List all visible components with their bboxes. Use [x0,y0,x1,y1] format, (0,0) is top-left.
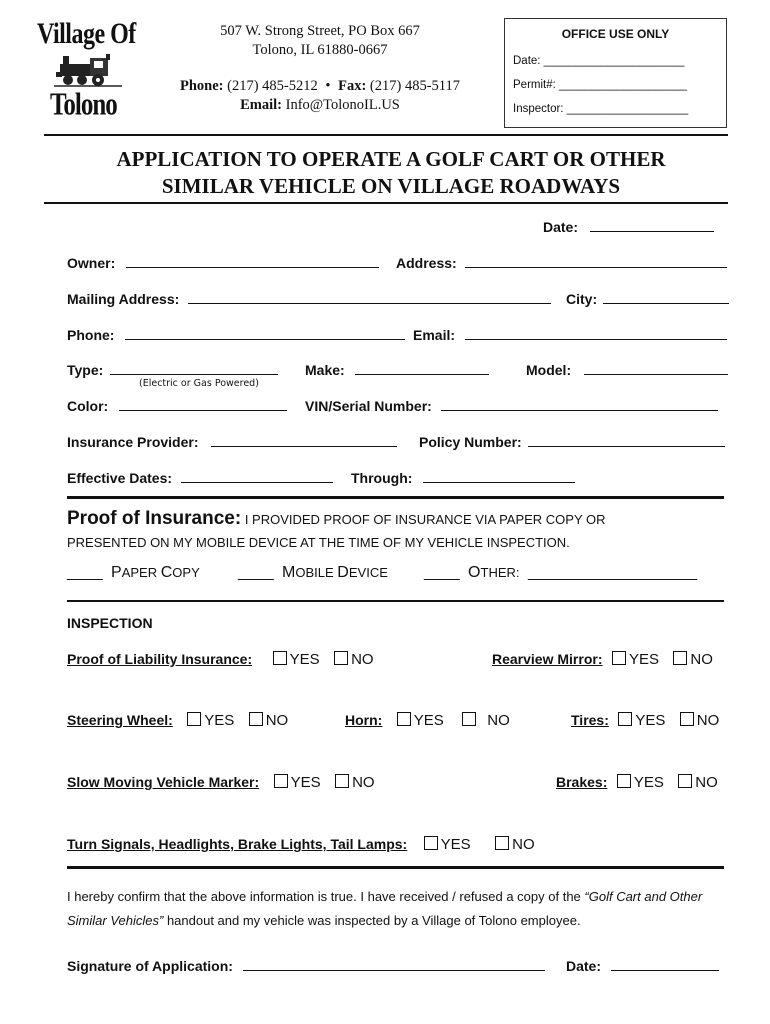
other-cap: O [468,564,481,581]
slow-vehicle-no-label: NO [352,774,375,791]
steering-no-checkbox[interactable] [249,712,263,726]
model-field[interactable] [526,360,728,380]
mobile-device-rest2: EVICE [348,565,388,580]
confirm-text-a: I hereby confirm that the above information is true. I have received / refused a copy of the [67,889,585,904]
mobile-device-cap2: D [337,564,349,581]
make-line[interactable] [355,360,489,375]
proof-text-line1: I PROVIDED PROOF OF INSURANCE VIA PAPER COPY OR [244,512,606,527]
mirror-yes-checkbox[interactable] [612,651,626,665]
paper-copy-option[interactable] [67,564,200,582]
confirm-italic-title: “Golf Cart and Other Similar Vehicles” [67,889,703,928]
title-bottom-rule [44,202,728,204]
office-date-field[interactable]: Date: ______________________ [513,55,685,67]
other-blank[interactable]: ____ [424,564,460,581]
date-field[interactable] [543,217,714,237]
horn-row [345,712,510,730]
other-rest: THER: [480,565,520,580]
fax-label: Fax: [338,78,367,94]
effective-line[interactable] [181,468,333,483]
phone-label-field: Phone: [67,327,115,343]
tires-no-checkbox[interactable] [680,712,694,726]
signature-field[interactable] [67,956,545,976]
confirm-top-rule [67,866,724,869]
horn-yes-checkbox[interactable] [397,712,411,726]
mailing-line[interactable] [188,289,551,304]
signature-date-line[interactable] [611,956,719,971]
separator: • [325,78,331,94]
proof-text [67,507,727,554]
date-line[interactable] [590,217,714,232]
header-address [160,22,480,115]
address-line1: 507 W. Strong Street, PO Box 667 [220,23,420,39]
address-field[interactable] [396,253,727,273]
liability-label: Proof of Liability Insurance: [67,651,253,667]
make-label: Make: [305,362,345,378]
effective-label: Effective Dates: [67,470,173,486]
policy-number-field[interactable] [419,432,725,452]
proof-section [67,507,727,554]
make-field[interactable] [305,360,489,380]
type-label: Type: [67,362,104,378]
email-line [160,96,480,115]
brakes-label: Brakes: [556,774,608,790]
tires-yes-label: YES [635,712,666,729]
owner-line[interactable] [126,253,379,268]
mirror-label: Rearview Mirror: [492,651,603,667]
insurance-provider-field[interactable] [67,432,397,452]
color-label: Color: [67,398,109,414]
mirror-yes-label: YES [628,651,659,668]
title-line1: APPLICATION TO OPERATE A GOLF CART OR OTHER [116,147,666,171]
signature-date-label: Date: [566,958,602,974]
slow-vehicle-no-checkbox[interactable] [335,774,349,788]
liability-no-checkbox[interactable] [334,651,348,665]
mobile-device-rest1: OBILE [295,565,338,580]
horn-no-label: NO [487,712,510,729]
signature-line[interactable] [243,956,545,971]
mirror-no-label: NO [690,651,713,668]
effective-dates-field[interactable] [67,468,333,488]
fax-value: (217) 485-5117 [369,78,460,94]
office-inspector-field[interactable]: Inspector: ___________________ [513,103,689,115]
slow-vehicle-yes-label: YES [290,774,321,791]
email-label-field: Email: [413,327,456,343]
phone-label: Phone: [180,78,224,94]
signals-no-checkbox[interactable] [495,836,509,850]
mailing-address-field[interactable] [67,289,551,309]
brakes-no-label: NO [695,774,718,791]
color-line[interactable] [119,396,287,411]
phone-field[interactable] [67,325,405,345]
owner-label: Owner: [67,255,116,271]
vin-field[interactable] [305,396,718,416]
steering-row [67,712,288,730]
address-line[interactable] [465,253,727,268]
horn-yes-label: YES [413,712,444,729]
mobile-device-cap1: M [282,564,296,581]
signals-row [67,836,535,854]
liability-no-label: NO [351,651,374,668]
date-label: Date: [543,219,579,235]
tires-label: Tires: [571,712,609,728]
color-field[interactable] [67,396,287,416]
tires-no-label: NO [696,712,720,729]
horn-label: Horn: [345,712,383,728]
vin-label: VIN/Serial Number: [305,398,432,414]
locomotive-icon [54,52,124,88]
mailing-label: Mailing Address: [67,291,180,307]
confirm-text-b: handout and my vehicle was inspected by a Village of Tolono employee. [163,913,581,928]
policy-line[interactable] [528,432,725,447]
liability-yes-label: YES [289,651,320,668]
email-label: Email: [240,97,283,113]
signals-no-label: NO [512,836,535,853]
vin-line[interactable] [441,396,718,411]
phone-line[interactable] [125,325,405,340]
paper-copy-rest2: OPY [172,565,200,580]
liability-row [67,651,374,669]
paper-copy-cap1: P [111,564,122,581]
phone-fax-line [160,77,480,96]
proof-heading: Proof of Insurance: [67,508,242,529]
type-line[interactable] [110,360,278,375]
proof-text-line2: PRESENTED ON MY MOBILE DEVICE AT THE TIME OF MY VEHICLE INSPECTION. [67,535,570,550]
signature-label: Signature of Application: [67,958,233,974]
email-value: Info@TolonoIL.US [285,97,400,113]
page-title [44,146,738,200]
tires-yes-checkbox[interactable] [618,712,632,726]
phone-value: (217) 485-5212 [227,78,318,94]
brakes-yes-label: YES [633,774,664,791]
insurance-line[interactable] [211,432,397,447]
through-line[interactable] [423,468,575,483]
policy-label: Policy Number: [419,434,522,450]
through-field[interactable] [351,468,575,488]
logo-line1: Village Of [37,18,136,51]
tires-row [571,712,719,730]
steering-no-label: NO [265,712,289,729]
address-line2: Tolono, IL 61880-0667 [252,42,388,58]
email-line-field[interactable] [465,325,727,340]
office-use-title: OFFICE USE ONLY [561,27,670,41]
steering-yes-checkbox[interactable] [187,712,201,726]
logo-line2: Tolono [50,88,117,122]
slow-vehicle-row [67,774,375,792]
address-label: Address: [396,255,457,271]
horn-no-checkbox[interactable] [462,712,476,726]
city-field[interactable] [566,289,729,309]
title-line2: SIMILAR VEHICLE ON VILLAGE ROADWAYS [161,174,621,198]
office-use-box [504,18,727,128]
confirmation-text [67,885,727,933]
owner-field[interactable] [67,253,379,273]
inspection-heading: INSPECTION [67,615,153,631]
model-line[interactable] [584,360,728,375]
liability-yes-checkbox[interactable] [273,651,287,665]
email-field[interactable] [413,325,727,345]
model-label: Model: [526,362,572,378]
insurance-label: Insurance Provider: [67,434,199,450]
slow-vehicle-yes-checkbox[interactable] [274,774,288,788]
inspection-top-rule [67,600,724,602]
signals-yes-checkbox[interactable] [424,836,438,850]
type-field[interactable] [67,360,278,380]
paper-copy-cap2: C [160,564,173,581]
brakes-yes-checkbox[interactable] [617,774,631,788]
city-label: City: [566,291,598,307]
proof-top-rule [67,496,724,499]
signature-date-field[interactable] [566,956,719,976]
type-note: (Electric or Gas Powered) [139,378,259,389]
paper-copy-rest1: APER [121,565,161,580]
brakes-row [556,774,718,792]
signals-yes-label: YES [440,836,471,853]
title-top-rule [44,134,728,136]
steering-label: Steering Wheel: [67,712,173,728]
steering-yes-label: YES [204,712,235,729]
through-label: Through: [351,470,413,486]
office-permit-field[interactable]: Permit#: ____________________ [513,79,687,91]
paper-copy-blank[interactable]: ____ [67,564,103,581]
signals-label: Turn Signals, Headlights, Brake Lights, Tail Lamps: [67,836,408,852]
other-option[interactable] [424,564,697,582]
village-logo [32,14,142,120]
slow-vehicle-label: Slow Moving Vehicle Marker: [67,774,260,790]
mobile-device-option[interactable] [238,564,388,582]
brakes-no-checkbox[interactable] [678,774,692,788]
mobile-device-blank[interactable]: ____ [238,564,274,581]
other-line[interactable]: ___________________ [527,564,698,581]
mirror-no-checkbox[interactable] [673,651,687,665]
mirror-row [492,651,713,669]
city-line[interactable] [603,289,729,304]
